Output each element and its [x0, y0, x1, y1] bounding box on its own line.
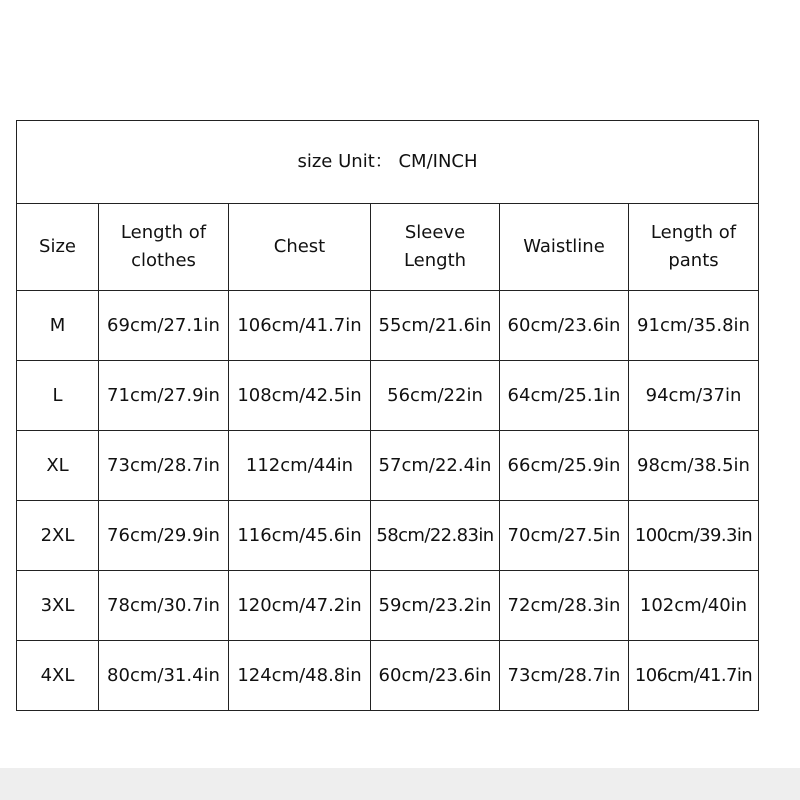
table-row: [17, 571, 759, 641]
sleeve-length-cell: 57cm/22.4in: [371, 431, 500, 501]
table-row: [17, 291, 759, 361]
waistline-cell: 66cm/25.9in: [500, 431, 629, 501]
size-cell: 2XL: [17, 501, 99, 571]
waistline-cell: 73cm/28.7in: [500, 641, 629, 711]
size-chart-table: [16, 120, 759, 711]
sleeve-length-cell: 55cm/21.6in: [371, 291, 500, 361]
length-of-clothes-cell: 71cm/27.9in: [99, 361, 229, 431]
header-sleeve-length: Sleeve Length: [371, 204, 500, 291]
length-of-pants-cell: 102cm/40in: [629, 571, 759, 641]
header-row: [17, 204, 759, 291]
chest-cell: 108cm/42.5in: [229, 361, 371, 431]
chest-cell: 112cm/44in: [229, 431, 371, 501]
header-chest: Chest: [229, 204, 371, 291]
waistline-cell: 72cm/28.3in: [500, 571, 629, 641]
header-size: Size: [17, 204, 99, 291]
size-cell: L: [17, 361, 99, 431]
size-cell: 3XL: [17, 571, 99, 641]
header-waistline: Waistline: [500, 204, 629, 291]
length-of-clothes-cell: 69cm/27.1in: [99, 291, 229, 361]
header-length-of-pants: Length of pants: [629, 204, 759, 291]
header-length-of-clothes: Length of clothes: [99, 204, 229, 291]
bottom-gray-strip: [0, 768, 800, 800]
size-cell: 4XL: [17, 641, 99, 711]
size-cell: M: [17, 291, 99, 361]
length-of-pants-cell: 98cm/38.5in: [629, 431, 759, 501]
length-of-pants-cell: 106cm/41.7in: [629, 641, 759, 711]
table-row: [17, 501, 759, 571]
length-of-pants-cell: 100cm/39.3in: [629, 501, 759, 571]
length-of-clothes-cell: 76cm/29.9in: [99, 501, 229, 571]
sleeve-length-cell: 58cm/22.83in: [371, 501, 500, 571]
length-of-clothes-cell: 78cm/30.7in: [99, 571, 229, 641]
table-row: [17, 431, 759, 501]
length-of-pants-cell: 91cm/35.8in: [629, 291, 759, 361]
chest-cell: 124cm/48.8in: [229, 641, 371, 711]
chest-cell: 106cm/41.7in: [229, 291, 371, 361]
table-row: [17, 361, 759, 431]
table-row: [17, 641, 759, 711]
sleeve-length-cell: 60cm/23.6in: [371, 641, 500, 711]
chest-cell: 120cm/47.2in: [229, 571, 371, 641]
length-of-clothes-cell: 80cm/31.4in: [99, 641, 229, 711]
length-of-pants-cell: 94cm/37in: [629, 361, 759, 431]
length-of-clothes-cell: 73cm/28.7in: [99, 431, 229, 501]
waistline-cell: 60cm/23.6in: [500, 291, 629, 361]
size-unit-title: size Unit： CM/INCH: [17, 121, 759, 204]
size-cell: XL: [17, 431, 99, 501]
chest-cell: 116cm/45.6in: [229, 501, 371, 571]
waistline-cell: 64cm/25.1in: [500, 361, 629, 431]
sleeve-length-cell: 56cm/22in: [371, 361, 500, 431]
title-row: [17, 121, 759, 204]
sleeve-length-cell: 59cm/23.2in: [371, 571, 500, 641]
waistline-cell: 70cm/27.5in: [500, 501, 629, 571]
